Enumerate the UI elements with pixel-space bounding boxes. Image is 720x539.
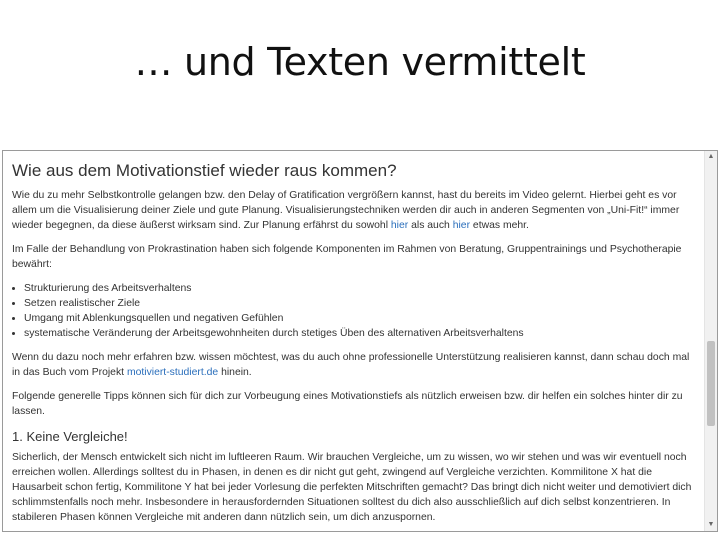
tips-intro: Folgende generelle Tipps können sich für dich zur Vorbeugung eines Motivationstiefs als nützlich erweisen bzw. dir helfen ein solches hinter dir zu lassen. [12, 391, 683, 417]
intro-text-1: Wie du zu mehr Selbstkontrolle gelangen bzw. den Delay of Gratification vergrößern kannst, hast du bereits im Video gelernt. Hierbei geht es vor allem um die Visualisierung deiner Ziele und gute Planung. Visualisierungstechniken werden dir auch in anderen Segmenten von „Uni-Fit!“ immer wieder begegnen, da diese äußerst wirksam sind. Zur Planung erfährst du sowohl [12, 190, 680, 231]
scroll-down-icon[interactable]: ▼ [707, 521, 715, 528]
more-text-1: Wenn du dazu noch mehr erfahren bzw. wissen möchtest, was du auch ohne professionelle Unterstützung realisieren kannst, dann schau doch mal in das Buch vom Projekt [12, 352, 690, 378]
planning-link-2[interactable]: hier [452, 220, 471, 231]
more-info-paragraph [12, 350, 697, 380]
scroll-up-icon[interactable]: ▲ [707, 153, 715, 160]
article-heading: Wie aus dem Motivationstief wieder raus kommen? [12, 161, 397, 180]
motiviert-studiert-link[interactable]: motiviert-studiert.de [126, 367, 219, 378]
list-item: • systematische Veränderung der Arbeitsgewohnheiten durch stetiges Üben des alternativen Arbeitsverhaltens [24, 326, 697, 341]
slide-title: … und Texten vermittelt [134, 40, 586, 84]
intro-text-2: als auch [408, 220, 453, 231]
list-item: • Setzen realistischer Ziele [24, 296, 697, 311]
list-item: • Umgang mit Ablenkungsquellen und negativen Gefühlen [24, 311, 697, 326]
list-item: • Strukturierung des Arbeitsverhaltens [24, 281, 697, 296]
planning-link-1[interactable]: hier [390, 220, 409, 231]
intro-text-3: etwas mehr. [470, 220, 529, 231]
vertical-scrollbar[interactable] [704, 151, 717, 531]
more-text-2: hinein. [218, 367, 252, 378]
components-list [12, 281, 697, 341]
section-heading-no-comparisons: 1. Keine Vergleiche! [12, 429, 128, 444]
components-intro: Im Falle der Behandlung von Prokrastination haben sich folgende Komponenten im Rahmen von Beratung, Gruppentrainings und Psychotherapie bewährt: [12, 244, 682, 270]
embedded-web-frame [2, 150, 718, 532]
article-content [12, 151, 697, 531]
section-text-no-comparisons: Sicherlich, der Mensch entwickelt sich nicht im luftleeren Raum. Wir brauchen Vergleiche, um zu wissen, wo wir stehen und was wir eventuell noch erreichen wollen. Allerdings solltest du in Phasen, in denen es dir nicht gut geht, zwingend auf Vergleiche verzichten. Kommilitone X hat die Hausarbeit schon fertig, Kommilitone Y hat bei jeder Vorlesung die perfekten Mitschriften gemacht? Das bringt dich nicht weiter und demotiviert dich schlimmstenfalls noch mehr. Insbesondere in herausfordernden Situationen solltest du dich also ausschließlich auf dich selbst konzentrieren. In stabileren Phasen können Vergleiche mit anderen dann nützlich sein, um dich anzuspornen. [12, 452, 692, 523]
intro-paragraph [12, 188, 697, 233]
scrollbar-thumb[interactable] [707, 341, 715, 426]
